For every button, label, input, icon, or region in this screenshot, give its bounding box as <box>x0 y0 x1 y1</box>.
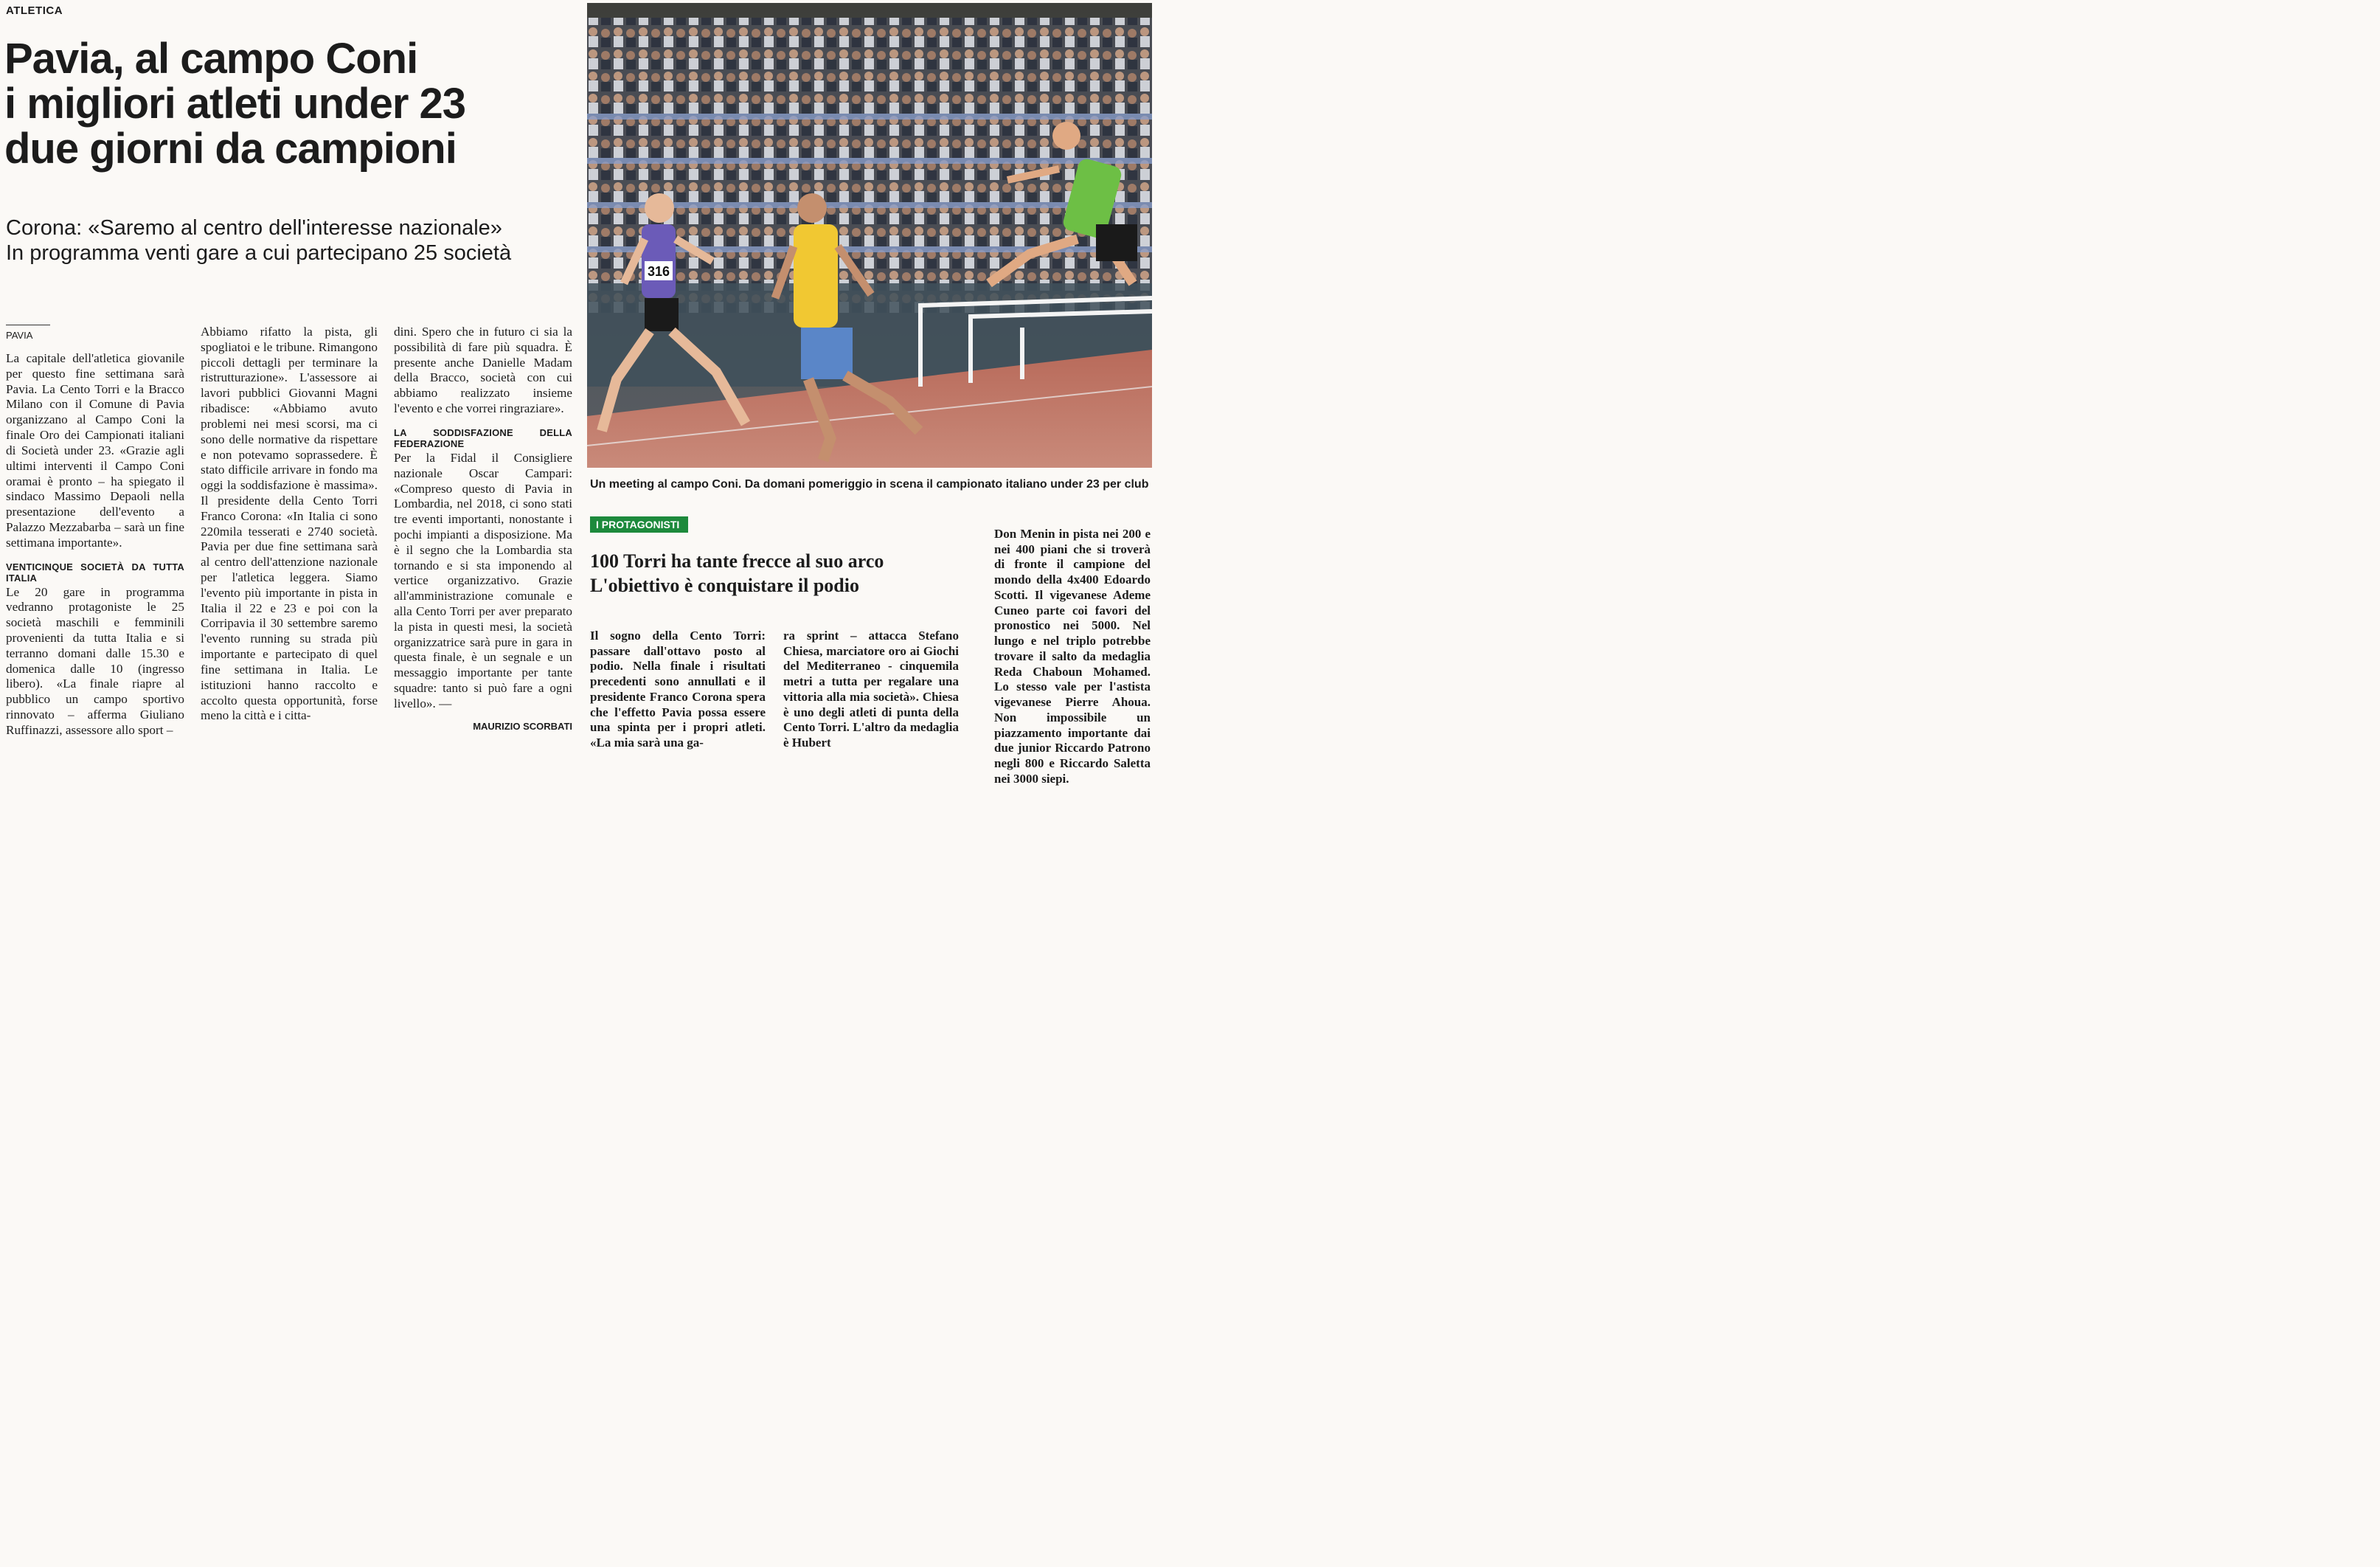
paragraph: Abbiamo rifatto la pista, gli spogliatoi e le tribune. Rimangono piccoli dettagli per terminare la ristrutturazione». L'assessore ai lavori pubblici Giovanni Magni ribadisce: «Abbiamo avuto problemi nei mesi scorsi, ma ci sono delle normative da rispettare e non potevamo soprassedere. È stato difficile arrivare in fondo ma oggi la soddisfazione è massima». Il presidente della Cento Torri Franco Corona: «In Italia ci sono 220mila tesserati e 2740 società. Pavia per due fine settimana sarà al centro dell'attenzione nazionale per l'atletica leggera. Siamo l'evento più importante in pista in Italia il 22 e 23 e poi con la Corripavia il 30 settembre saremo l'evento running su strada più importante e partecipato di quel fine settimana in Italia. Le istituzioni hanno raccolto e accolto questa opportunità, forse meno la città e i citta- <box>201 325 378 723</box>
hurdles-race-illustration <box>587 3 1152 468</box>
paragraph: Le 20 gare in programma vedranno protagoniste le 25 società maschili e femminili provenienti da tutta Italia e si terranno domani dalle 15.30 e domenica dalle 10 (ingresso libero). «La finale riapre al pubblico un campo sportivo rinnovato – afferma Giuliano Ruffinazzi, assessore allo sport – <box>6 584 184 737</box>
kicker: VENTICINQUE SOCIETÀ DA TUTTA ITALIA <box>6 561 184 584</box>
headline-line-1: Pavia, al campo Coni <box>4 35 418 83</box>
sidebar-headline-line-2: L'obiettivo è conquistare il podio <box>590 574 859 596</box>
subhead-line-1: Corona: «Saremo al centro dell'interesse nazionale» <box>6 216 502 240</box>
headline-line-3: due giorni da campioni <box>4 124 457 173</box>
bib-number: 316 <box>647 264 670 279</box>
sidebar-headline <box>590 550 988 598</box>
paragraph: Per la Fidal il Consigliere nazionale Oscar Campari: «Compreso questo di Pavia in Lombardia, nel 2018, ci sono stati tre eventi importanti, nonostante i pochi impianti a disposizione. Ma è il segno che la Lombardia sta tornando e si sta imponendo al vertice organizzativo. Grazie all'amministrazione comunale e alla Cento Torri per aver preparato la pista in questi mesi, la società organizzatrice sarà pure in gara in questa finale, è un segnale e un messaggio importante per tante squadre: tanto si può fare a ogni livello». — <box>394 450 572 710</box>
article-column-1 <box>6 325 184 738</box>
paragraph: dini. Spero che in futuro ci sia la possibilità di fare più squadra. È presente anche Danielle Madam della Bracco, società con cui abbiamo realizzato insieme l'evento e che vorrei ringraziare». <box>394 325 572 416</box>
headline-line-2: i migliori atleti under 23 <box>4 79 466 128</box>
sidebar-column-3: Don Menin in pista nei 200 e nei 400 piani che si troverà di fronte il campione del mondo della 4x400 Edoardo Scotti. Il vigevanese Ademe Cuneo parte coi favori del pronostico nei 5000. Nel lungo e nel triplo potrebbe trovare il salto da medaglia Reda Chaboun Mohamed. Lo stesso vale per l'astista vigevanese Pierre Ahoua. Non impossibile un piazzamento importante dai due junior Riccardo Patrono negli 800 e Riccardo Saletta nei 3000 siepi. <box>994 527 1151 786</box>
article-column-2 <box>201 325 378 724</box>
article-column-3 <box>394 325 572 732</box>
sidebar-column-2: ra sprint – attacca Stefano Chiesa, marciatore oro ai Giochi del Mediterraneo - cinquemila metri a tutta per regalare una vittoria alla mia società». Chiesa è uno degli atleti di punta della Cento Torri. L'altro da medaglia è Hubert <box>783 629 959 750</box>
section-label: ATLETICA <box>6 4 63 17</box>
paragraph: La capitale dell'atletica giovanile per questo fine settimana sarà Pavia. La Cento Torri e la Bracco Milano con il Comune di Pavia organizzano al Campo Coni la finale Oro dei Campionati italiani di Società under 23. «Grazie agli ultimi interventi il Campo Coni oramai è pronto – ha spiegato il sindaco Massimo Depaoli nella presentazione dell'evento a Palazzo Mezzabarba – sarà un fine settimana importante». <box>6 351 184 550</box>
byline: MAURIZIO SCORBATI <box>473 720 572 732</box>
subhead <box>6 215 581 266</box>
dateline: PAVIA <box>6 330 33 341</box>
sidebar-headline-line-1: 100 Torri ha tante frecce al suo arco <box>590 550 884 572</box>
subhead-line-2: In programma venti gare a cui partecipano 25 società <box>6 241 512 266</box>
sidebar-tag: I PROTAGONISTI <box>590 516 688 533</box>
athletics-photo <box>587 3 1152 468</box>
photo-caption: Un meeting al campo Coni. Da domani pomeriggio in scena il campionato italiano under 23 per club <box>590 478 1149 491</box>
sidebar-column-1: Il sogno della Cento Torri: passare dall'ottavo posto al podio. Nella finale i risultati precedenti sono annullati e il presidente Franco Corona spera che l'effetto Pavia possa essere una spinta per i propri atleti. «La mia sarà una ga- <box>590 629 766 750</box>
kicker: LA SODDISFAZIONE DELLA FEDERAZIONE <box>394 426 572 449</box>
headline <box>4 37 580 172</box>
